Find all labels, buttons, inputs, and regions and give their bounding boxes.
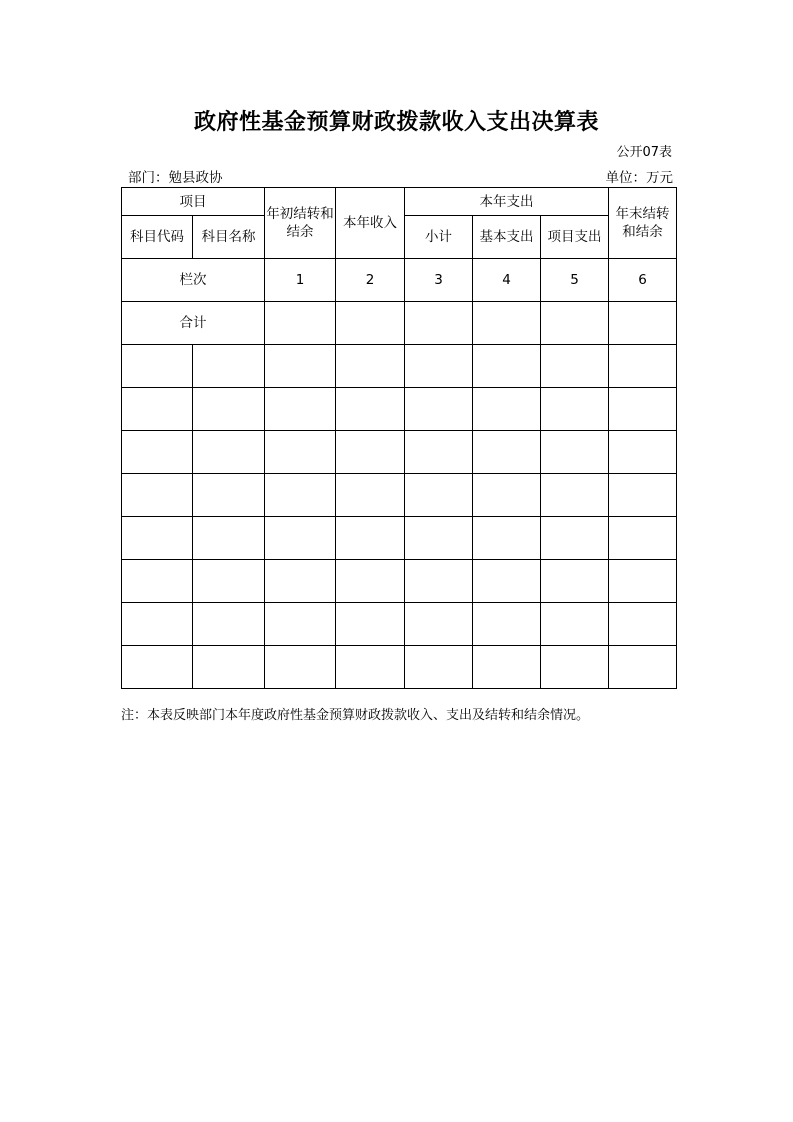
table-cell	[541, 517, 609, 560]
table-cell	[405, 560, 473, 603]
table-cell	[473, 560, 541, 603]
header-subtotal: 小计	[405, 216, 473, 259]
department-label: 部门：勉县政协	[128, 170, 223, 186]
header-code: 科目代码	[122, 216, 193, 259]
table-cell	[473, 302, 541, 345]
table-cell	[541, 388, 609, 431]
table-row	[122, 517, 677, 560]
table-cell	[336, 603, 405, 646]
table-cell	[122, 517, 193, 560]
column-number: 1	[265, 259, 336, 302]
table-cell	[193, 474, 265, 517]
table-cell	[541, 474, 609, 517]
table-cell	[122, 388, 193, 431]
table-cell	[609, 302, 677, 345]
total-row	[122, 302, 677, 345]
table-cell	[265, 474, 336, 517]
table-cell	[193, 646, 265, 689]
table-cell	[336, 517, 405, 560]
table-row	[122, 560, 677, 603]
table-row	[122, 345, 677, 388]
table-cell	[265, 517, 336, 560]
table-cell	[265, 646, 336, 689]
table-cell	[265, 302, 336, 345]
table-cell	[122, 431, 193, 474]
table-cell	[336, 388, 405, 431]
table-cell	[609, 603, 677, 646]
footnote: 注：本表反映部门本年度政府性基金预算财政拨款收入、支出及结转和结余情况。	[121, 708, 590, 723]
table-cell	[609, 431, 677, 474]
table-row	[122, 603, 677, 646]
table-cell	[193, 603, 265, 646]
table-cell	[405, 646, 473, 689]
table-cell	[405, 431, 473, 474]
table-row	[122, 474, 677, 517]
table-cell	[473, 474, 541, 517]
table-cell	[473, 603, 541, 646]
table-cell	[265, 431, 336, 474]
column-number: 6	[609, 259, 677, 302]
report-title: 政府性基金预算财政拨款收入支出决算表	[193, 110, 599, 135]
table-cell	[336, 560, 405, 603]
table-cell	[405, 302, 473, 345]
table-cell	[336, 431, 405, 474]
budget-table	[121, 187, 677, 689]
column-number: 2	[336, 259, 405, 302]
column-number-label: 栏次	[122, 259, 265, 302]
table-cell	[265, 388, 336, 431]
table-cell	[265, 603, 336, 646]
table-cell	[193, 388, 265, 431]
header-end-balance: 年末结转和结余	[609, 188, 677, 259]
table-cell	[609, 517, 677, 560]
table-cell	[541, 431, 609, 474]
table-cell	[609, 646, 677, 689]
header-name: 科目名称	[193, 216, 265, 259]
header-project-expense: 项目支出	[541, 216, 609, 259]
table-cell	[609, 345, 677, 388]
column-number: 3	[405, 259, 473, 302]
column-number: 5	[541, 259, 609, 302]
table-cell	[405, 517, 473, 560]
table-cell	[541, 302, 609, 345]
empty-rows	[122, 345, 677, 689]
table-cell	[265, 560, 336, 603]
table-cell	[541, 560, 609, 603]
form-number: 公开07表	[616, 145, 672, 160]
table-cell	[193, 560, 265, 603]
unit-label: 单位：万元	[605, 170, 673, 186]
column-number: 4	[473, 259, 541, 302]
table-cell	[265, 345, 336, 388]
table-row	[122, 388, 677, 431]
table-cell	[405, 474, 473, 517]
header-begin-balance: 年初结转和结余	[265, 188, 336, 259]
table-cell	[405, 345, 473, 388]
table-cell	[336, 345, 405, 388]
column-number-row	[122, 259, 677, 302]
table-cell	[336, 646, 405, 689]
header-item: 项目	[122, 188, 265, 216]
table-cell	[541, 603, 609, 646]
header-income: 本年收入	[336, 188, 405, 259]
table-cell	[122, 474, 193, 517]
table-cell	[336, 474, 405, 517]
table-cell	[336, 302, 405, 345]
table-row	[122, 431, 677, 474]
table-cell	[193, 517, 265, 560]
total-label: 合计	[122, 302, 265, 345]
table-cell	[473, 517, 541, 560]
table-cell	[193, 431, 265, 474]
table-cell	[122, 646, 193, 689]
table-cell	[122, 603, 193, 646]
table-cell	[473, 646, 541, 689]
table-cell	[405, 603, 473, 646]
table-cell	[193, 345, 265, 388]
header-expense: 本年支出	[405, 188, 609, 216]
table-row	[122, 646, 677, 689]
header-row-1	[122, 188, 677, 216]
table-cell	[473, 388, 541, 431]
table-cell	[609, 560, 677, 603]
header-basic-expense: 基本支出	[473, 216, 541, 259]
table-cell	[609, 388, 677, 431]
table-cell	[122, 560, 193, 603]
table-cell	[122, 345, 193, 388]
table-cell	[473, 431, 541, 474]
table-cell	[541, 345, 609, 388]
table-cell	[405, 388, 473, 431]
table-cell	[541, 646, 609, 689]
table-cell	[473, 345, 541, 388]
table-cell	[609, 474, 677, 517]
